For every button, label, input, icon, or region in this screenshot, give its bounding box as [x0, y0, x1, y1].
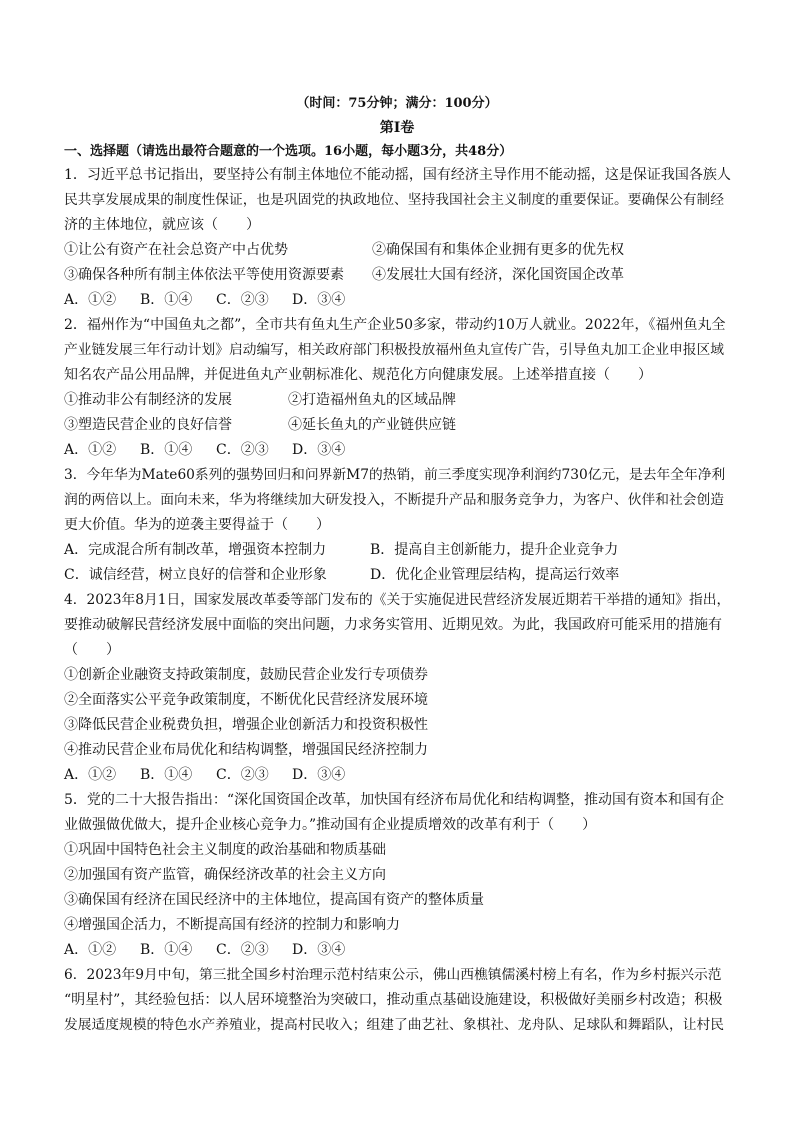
answer-b: B．①④ — [140, 942, 193, 958]
question-stem-line: 知名农产品公用品牌，并促进鱼丸产业朝标准化、规范化方向健康发展。上述举措直接（ ） — [64, 367, 652, 383]
option-row — [64, 238, 732, 263]
option-3: ③塑造民营企业的良好信誉 — [64, 417, 232, 433]
option-1: ①让公有资产在社会总资产中占优势 — [64, 242, 288, 258]
option-3: ③确保国有经济在国民经济中的主体地位，提高国有资产的整体质量 — [64, 892, 484, 908]
answer-c: C．②③ — [216, 767, 269, 783]
answer-b: B．①④ — [140, 292, 193, 308]
option-2: ②确保国有和集体企业拥有更多的优先权 — [372, 242, 624, 258]
answer-a: A．①② — [64, 292, 117, 308]
option-4: ④发展壮大国有经济，深化国资国企改革 — [372, 267, 624, 283]
option-2: ②全面落实公平竞争政策制度，不断优化民营经济发展环境 — [64, 692, 428, 708]
answer-row — [64, 763, 732, 788]
answer-a: A．①② — [64, 442, 117, 458]
question-stem-line: 发展适度规模的特色水产养殖业，提高村民收入；组建了曲艺社、象棋社、龙舟队、足球队和舞蹈队，让村民 — [64, 1017, 725, 1033]
option-2: ②打造福州鱼丸的区域品牌 — [288, 392, 456, 408]
question-stem-line: 3．今年华为Mate60系列的强势回归和问界新M7的热销，前三季度实现净利润约730亿元，是去年全年净利 — [64, 467, 726, 483]
question-5 — [64, 788, 732, 963]
option-3: ③确保各种所有制主体依法平等使用资源要素 — [64, 267, 344, 283]
question-stem-line: （ ） — [64, 642, 120, 658]
answer-row — [64, 288, 732, 313]
question-stem-line: 2．福州作为“中国鱼丸之都”，全市共有鱼丸生产企业50多家，带动约10万人就业。2022年，《福州鱼丸全 — [64, 317, 726, 333]
answer-row — [64, 438, 732, 463]
option-1: ①巩固中国特色社会主义制度的政治基础和物质基础 — [64, 842, 386, 858]
question-stem-line: 产业链发展三年行动计划》启动编写，相关政府部门积极投放福州鱼丸宣传广告，引导鱼丸加工企业申报区域 — [64, 342, 725, 358]
option-2: ②加强国有资产监管，确保经济改革的社会主义方向 — [64, 867, 386, 883]
question-stem-line: 1．习近平总书记指出，要坚持公有制主体地位不能动摇，国有经济主导作用不能动摇，这是保证我国各族人 — [64, 167, 731, 183]
question-stem-line: 5．党的二十大报告指出：“深化国资国企改革，加快国有经济布局优化和结构调整，推动国有资本和国有企 — [64, 792, 725, 808]
option-1: ①创新企业融资支持政策制度，鼓励民营企业发行专项债券 — [64, 667, 428, 683]
answer-d: D．③④ — [292, 767, 346, 783]
answer-c: C．②③ — [216, 942, 269, 958]
option-3: ③降低民营企业税费负担，增强企业创新活力和投资积极性 — [64, 717, 428, 733]
choice-a: A．完成混合所有制改革，增强资本控制力 — [64, 542, 327, 558]
answer-c: C．②③ — [216, 292, 269, 308]
question-3 — [64, 463, 732, 588]
questions-body — [64, 163, 732, 1038]
question-stem-line: 润的两倍以上。面向未来，华为将继续加大研发投入，不断提升产品和服务竞争力，为客户、伙伴和社会创造 — [64, 492, 725, 508]
option-4: ④延长鱼丸的产业链供应链 — [288, 417, 456, 433]
option-row — [64, 388, 732, 413]
answer-a: A．①② — [64, 942, 117, 958]
part-title: 第Ⅰ卷 — [379, 120, 415, 136]
question-stem-line: 4．2023年8月1日，国家发展改革委等部门发布的《关于实施促进民营经济发展近期若干举措的通知》指出， — [64, 592, 731, 608]
time-info: （时间：75分钟；满分：100分） — [296, 96, 498, 111]
answer-a: A．①② — [64, 767, 117, 783]
question-4 — [64, 588, 732, 788]
choice-row — [64, 563, 732, 588]
question-stem-line: 业做强做优做大，提升企业核心竞争力。”推动国有企业提质增效的改革有利于（ ） — [64, 817, 597, 833]
answer-b: B．①④ — [140, 767, 193, 783]
answer-d: D．③④ — [292, 942, 346, 958]
choice-b: B．提高自主创新能力，提升企业竞争力 — [370, 542, 619, 558]
question-stem-line: 民共享发展成果的制度性保证，也是巩固党的执政地位、坚持我国社会主义制度的重要保证。要确保公有制经 — [64, 192, 725, 208]
choice-row — [64, 538, 732, 563]
answer-d: D．③④ — [292, 292, 346, 308]
answer-c: C．②③ — [216, 442, 269, 458]
answer-d: D．③④ — [292, 442, 346, 458]
choice-d: D．优化企业管理层结构，提高运行效率 — [370, 567, 620, 583]
option-row — [64, 263, 732, 288]
option-4: ④增强国企活力，不断提高国有经济的控制力和影响力 — [64, 917, 400, 933]
answer-b: B．①④ — [140, 442, 193, 458]
option-1: ①推动非公有制经济的发展 — [64, 392, 232, 408]
question-stem-line: “明星村”，其经验包括：以人居环境整治为突破口，推动重点基础设施建设，积极做好美丽乡村改造；积极 — [64, 992, 723, 1008]
option-4: ④推动民营企业布局优化和结构调整，增强国民经济控制力 — [64, 742, 428, 758]
question-6 — [64, 963, 732, 1038]
question-stem-line: 要推动破解民营经济发展中面临的突出问题，力求务实管用、近期见效。为此，我国政府可能采用的措施有 — [64, 617, 722, 633]
question-stem-line: 济的主体地位，就应该（ ） — [64, 217, 260, 233]
section-title: 一、选择题（请选出最符合题意的一个选项。16小题，每小题3分，共48分） — [64, 144, 513, 159]
answer-row — [64, 938, 732, 963]
question-stem-line: 6．2023年9月中旬，第三批全国乡村治理示范村结束公示，佛山西樵镇儒溪村榜上有名，作为乡村振兴示范 — [64, 967, 722, 983]
option-row — [64, 413, 732, 438]
question-2 — [64, 313, 732, 463]
question-stem-line: 更大价值。华为的逆袭主要得益于（ ） — [64, 517, 330, 533]
question-1 — [64, 163, 732, 313]
choice-c: C．诚信经营，树立良好的信誉和企业形象 — [64, 567, 327, 583]
